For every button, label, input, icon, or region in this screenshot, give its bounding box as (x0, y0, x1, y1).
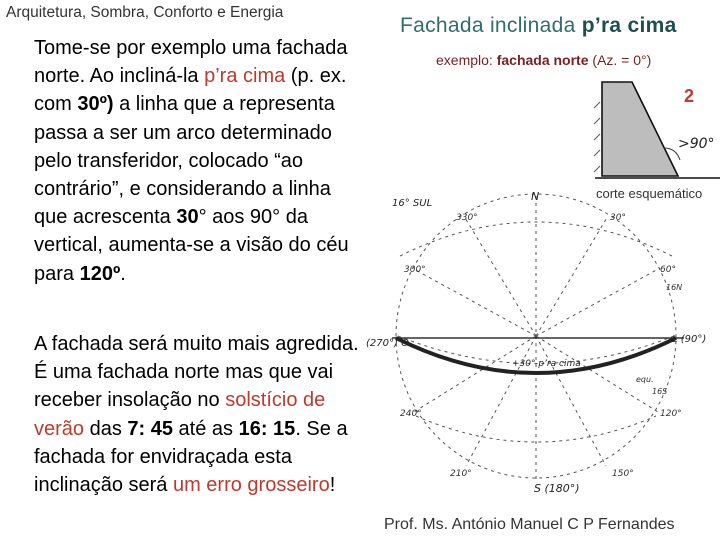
example-b: fachada norte (496, 52, 589, 68)
p2-solstice-highlight: solstício de verão (34, 389, 326, 440)
chart-radial-330 (464, 216, 536, 336)
p2-text-e: até as (172, 417, 239, 440)
chart-label-s: S (180°) (534, 482, 580, 495)
p2-text-g: . Se a fachada for envidraçada esta inclinação será (34, 417, 348, 497)
paragraph-consequence (34, 330, 364, 499)
chart-label-16s: 16S (652, 387, 668, 396)
chart-radial-210 (466, 336, 536, 466)
chart-radial-150 (536, 336, 606, 466)
p2-text-i: ! (329, 474, 336, 497)
chart-label-l: L (90°) (672, 334, 707, 345)
section-ground-hatch (594, 102, 600, 172)
slide-title (400, 14, 677, 38)
p2-error-highlight: um erro grosseiro (172, 474, 330, 497)
chart-deg-210: 210° (450, 469, 472, 479)
p2-text-a: A fachada será muito mais agredida. É uma fachada norte mas que vai receber insolação no (34, 333, 359, 412)
p1-text-g: ° aos 90° da vertical, aumenta-se a visão do céu para (34, 206, 349, 285)
p2-text-c: das (84, 417, 128, 440)
p1-upward-highlight: p’ra cima (204, 65, 286, 88)
p1-angle-30: 30º) (77, 93, 114, 116)
chart-deg-150: 150° (612, 469, 634, 479)
chart-radial-60 (536, 268, 660, 336)
p1-angle-120: 120º (79, 262, 121, 285)
chart-deg-120: 120° (660, 409, 682, 419)
chart-label-equ: equ. (636, 375, 654, 384)
chart-label-arc: +30° p’ra cima (512, 359, 581, 369)
example-a: exemplo: (436, 52, 497, 68)
p1-text-c: (p. ex. com (34, 65, 347, 116)
solar-chart-diagram (356, 186, 720, 510)
chart-label-16n: 16N (666, 283, 683, 292)
example-line (436, 52, 651, 68)
chart-deg-30: 30° (610, 213, 626, 223)
p1-text-e: a linha que a representa passa a ser um arco determinado pelo transferidor, colocado “ao contrário”, e considerando a linha que acrescenta (34, 93, 335, 229)
course-header: Arquitetura, Sombra, Conforto e Energia (6, 4, 284, 21)
chart-deg-240: 240° (400, 409, 422, 419)
chart-label-n: N (531, 190, 540, 203)
chart-label-top-left: 16° SUL (392, 198, 433, 209)
chart-radial-30 (536, 216, 608, 336)
chart-deg-300: 300° (404, 265, 426, 275)
paragraph-inclined-facade (34, 34, 364, 288)
chart-radial-300 (412, 268, 536, 336)
chart-deg-60: 60° (660, 265, 676, 275)
section-sketch (592, 74, 720, 184)
slide-title-a: Fachada inclinada (400, 14, 582, 37)
p2-time-end: 16: 15 (238, 417, 296, 440)
author-footer: Prof. Ms. António Manuel C P Fernandes (384, 516, 675, 533)
section-wall (602, 82, 678, 176)
figure-number: 2 (684, 86, 695, 106)
slide-title-b: p’ra cima (581, 14, 677, 37)
chart-deg-330: 330° (456, 213, 478, 223)
section-caption: corte esquemático (596, 186, 703, 201)
p1-angle-30-second: 30 (176, 206, 199, 229)
example-c: (Az. = 0°) (588, 52, 652, 68)
p1-text-i: . (120, 262, 126, 285)
chart-label-o: (270°) O (366, 338, 409, 349)
section-angle-label: >90° (678, 136, 715, 152)
p1-text-a: Tome-se por exemplo uma fachada norte. Ao incliná-la (34, 37, 348, 88)
p2-time-start: 7: 45 (127, 417, 173, 440)
